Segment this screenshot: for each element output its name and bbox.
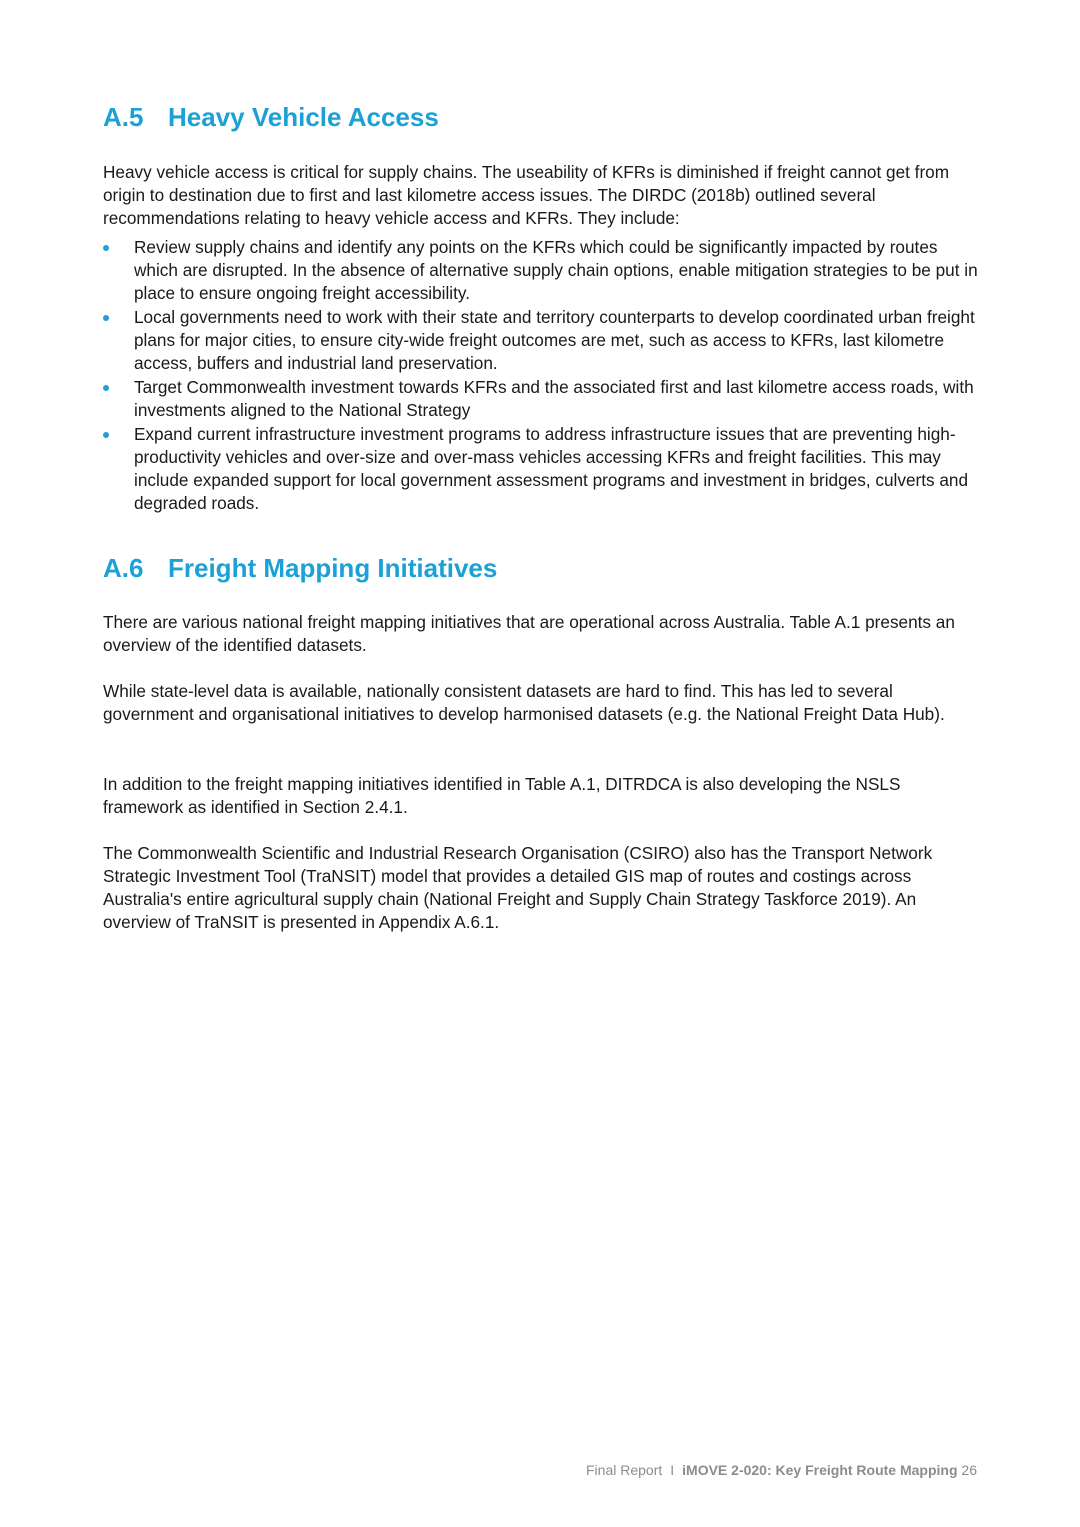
footer-page-number: 26 (961, 1462, 977, 1478)
list-item-text: Review supply chains and identify any points on the KFRs which could be significantly impacted by routes which are disrupted. In the absence of alternative supply chain options, enable mitigation strategies to be put in place to ensure ongoing freight accessibility. (134, 237, 978, 303)
list-item (103, 236, 983, 305)
bullet-icon (103, 432, 109, 438)
footer-separator: I (670, 1462, 675, 1478)
list-item (103, 423, 983, 515)
section-heading-a5 (103, 101, 439, 133)
list-item-text: Local governments need to work with their state and territory counterparts to develop coordinated urban freight plans for major cities, to ensure city-wide freight outcomes are met, such as access to KFRs, last kilometre access, buffers and industrial land preservation. (134, 307, 975, 373)
bullet-icon (103, 385, 109, 391)
list-item-text: Target Commonwealth investment towards KFRs and the associated first and last kilometre access roads, with investments aligned to the National Strategy (134, 377, 974, 420)
bullet-icon (103, 315, 109, 321)
section-number: A.6 (103, 553, 144, 583)
footer-report-label: Final Report (586, 1462, 663, 1478)
section-a5-intro: Heavy vehicle access is critical for supply chains. The useability of KFRs is diminished if freight cannot get from origin to destination due to first and last kilometre access issues. The DIRDC (2018b) outlined several recommendations relating to heavy vehicle access and KFRs. They include: (103, 162, 950, 228)
recommendations-list (103, 236, 983, 516)
section-heading-a6 (103, 552, 497, 584)
list-item-text: Expand current infrastructure investment programs to address infrastructure issues that are preventing high-productivity vehicles and over-size and over-mass vehicles accessing KFRs and freight facilities. This may include expanded support for local government assessment programs and investment in bridges, culverts and degraded roads. (134, 424, 969, 513)
list-item (103, 376, 983, 422)
list-item (103, 306, 983, 375)
section-a6-paragraph: The Commonwealth Scientific and Industrial Research Organisation (CSIRO) also has the Transport Network Strategic Investment Tool (TraNSIT) model that provides a detailed GIS map of routes and costings across Australia's entire agricultural supply chain (National Freight and Supply Chain Strategy Taskforce 2019). An overview of TraNSIT is presented in Appendix A.6.1. (103, 843, 933, 932)
footer-document-title: iMOVE 2-020: Key Freight Route Mapping (682, 1462, 958, 1478)
section-title: Heavy Vehicle Access (168, 102, 439, 132)
section-title: Freight Mapping Initiatives (168, 553, 498, 583)
section-a6-paragraph: In addition to the freight mapping initiatives identified in Table A.1, DITRDCA is also developing the NSLS framework as identified in Section 2.4.1. (103, 774, 901, 817)
bullet-icon (103, 245, 109, 251)
section-number: A.5 (103, 102, 144, 132)
page-footer (586, 1461, 977, 1479)
section-a6-paragraph: There are various national freight mapping initiatives that are operational across Australia. Table A.1 presents an overview of the identified datasets. (103, 612, 955, 655)
section-a6-paragraph: While state-level data is available, nationally consistent datasets are hard to find. This has led to several government and organisational initiatives to develop harmonised datasets (e.g. the National Freight Data Hub). (103, 681, 945, 724)
